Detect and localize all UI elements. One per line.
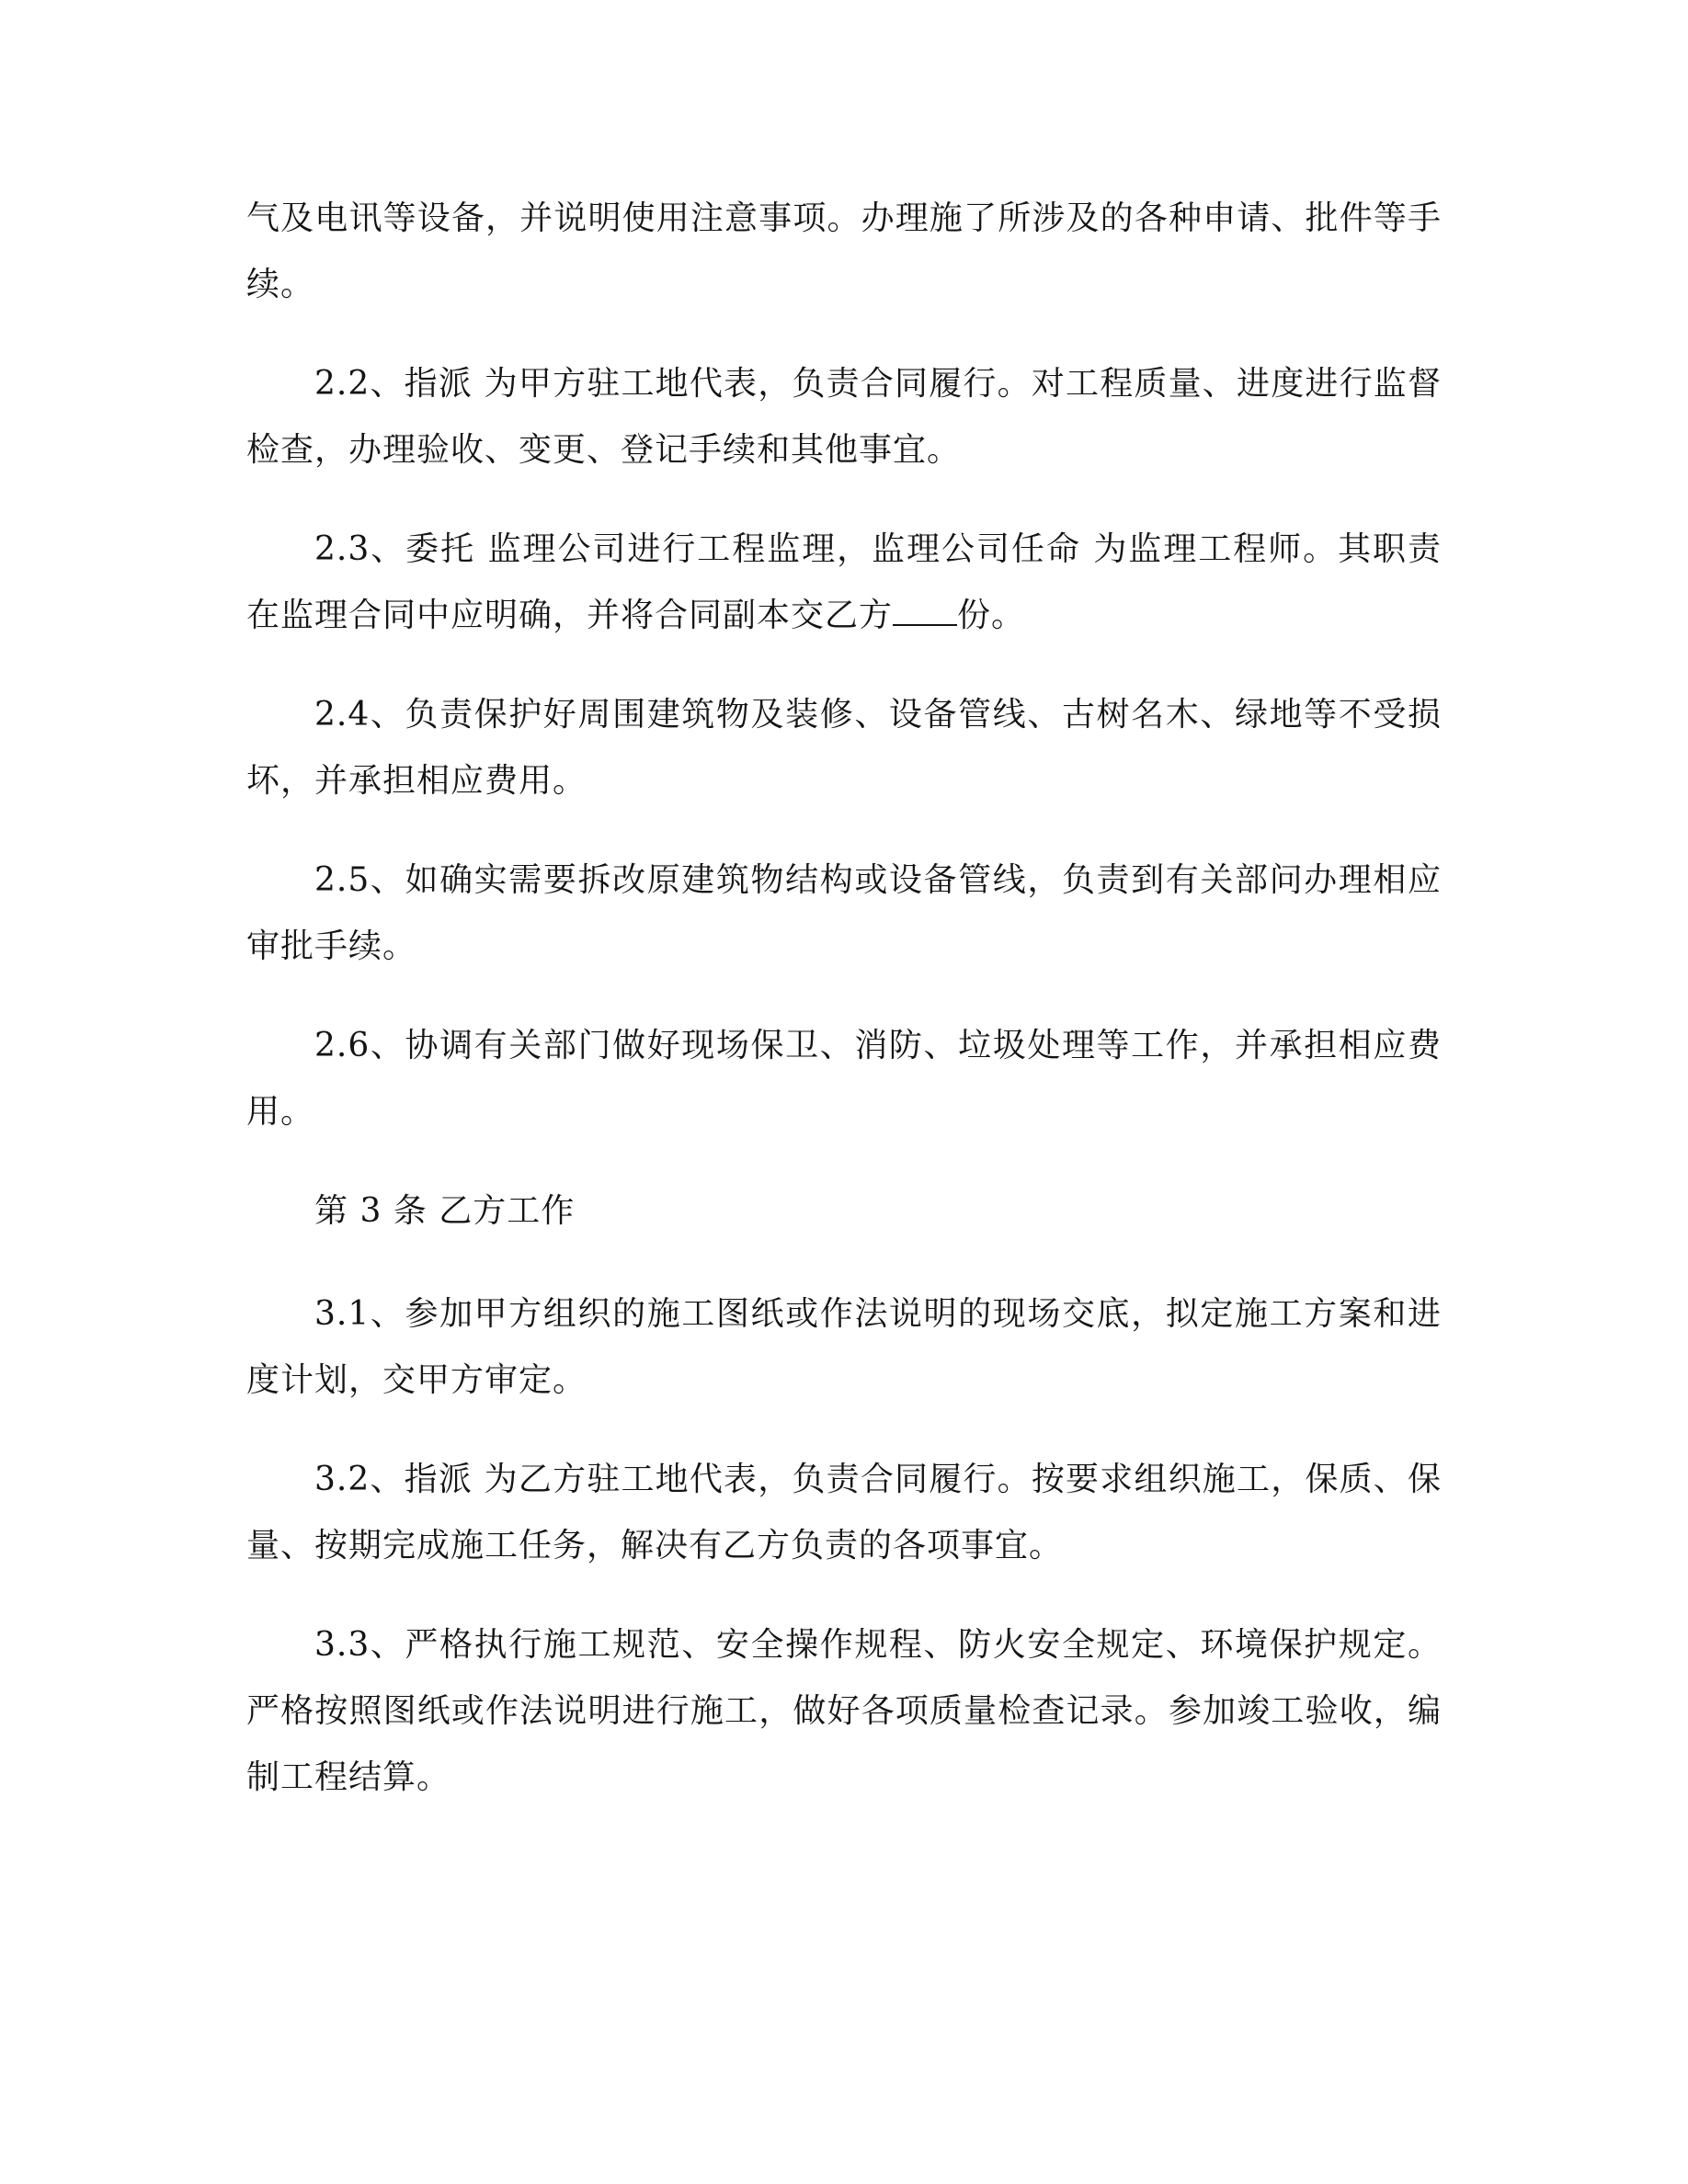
paragraph-2-3 xyxy=(246,517,1442,649)
paragraph-2-3-text: 2.3、委托 监理公司进行工程监理，监理公司任命 为监理工程师。其职责在监理合同中应明确，并将合同副本交乙方 xyxy=(246,530,1442,634)
paragraph-2-3-suffix: 份。 xyxy=(957,597,1026,634)
paragraph-3-1: 3.1、参加甲方组织的施工图纸或作法说明的现场交底，拟定施工方案和进度计划，交甲方审定。 xyxy=(246,1295,1442,1399)
paragraph-continuation: 气及电讯等设备，并说明使用注意事项。办理施了所涉及的各种申请、批件等手续。 xyxy=(246,199,1442,303)
blank-line xyxy=(893,597,957,626)
paragraph-3-2: 3.2、指派 为乙方驻工地代表，负责合同履行。按要求组织施工，保质、保量、按期完成施工任务，解决有乙方负责的各项事宜。 xyxy=(246,1461,1442,1564)
paragraph-3-3: 3.3、严格执行施工规范、安全操作规程、防火安全规定、环境保护规定。严格按照图纸或作法说明进行施工，做好各项质量检查记录。参加竣工验收，编制工程结算。 xyxy=(246,1626,1442,1796)
paragraph-2-6: 2.6、协调有关部门做好现场保卫、消防、垃圾处理等工作，并承担相应费用。 xyxy=(246,1027,1442,1131)
paragraph-2-5: 2.5、如确实需要拆改原建筑物结构或设备管线，负责到有关部问办理相应审批手续。 xyxy=(246,861,1442,965)
paragraph-2-4: 2.4、负责保护好周围建筑物及装修、设备管线、古树名木、绿地等不受损坏，并承担相应费用。 xyxy=(246,696,1442,800)
paragraph-2-2: 2.2、指派 为甲方驻工地代表，负责合同履行。对工程质量、进度进行监督检查，办理验收、变更、登记手续和其他事宜。 xyxy=(246,365,1442,469)
section-heading-3: 第 3 条 乙方工作 xyxy=(314,1192,576,1230)
